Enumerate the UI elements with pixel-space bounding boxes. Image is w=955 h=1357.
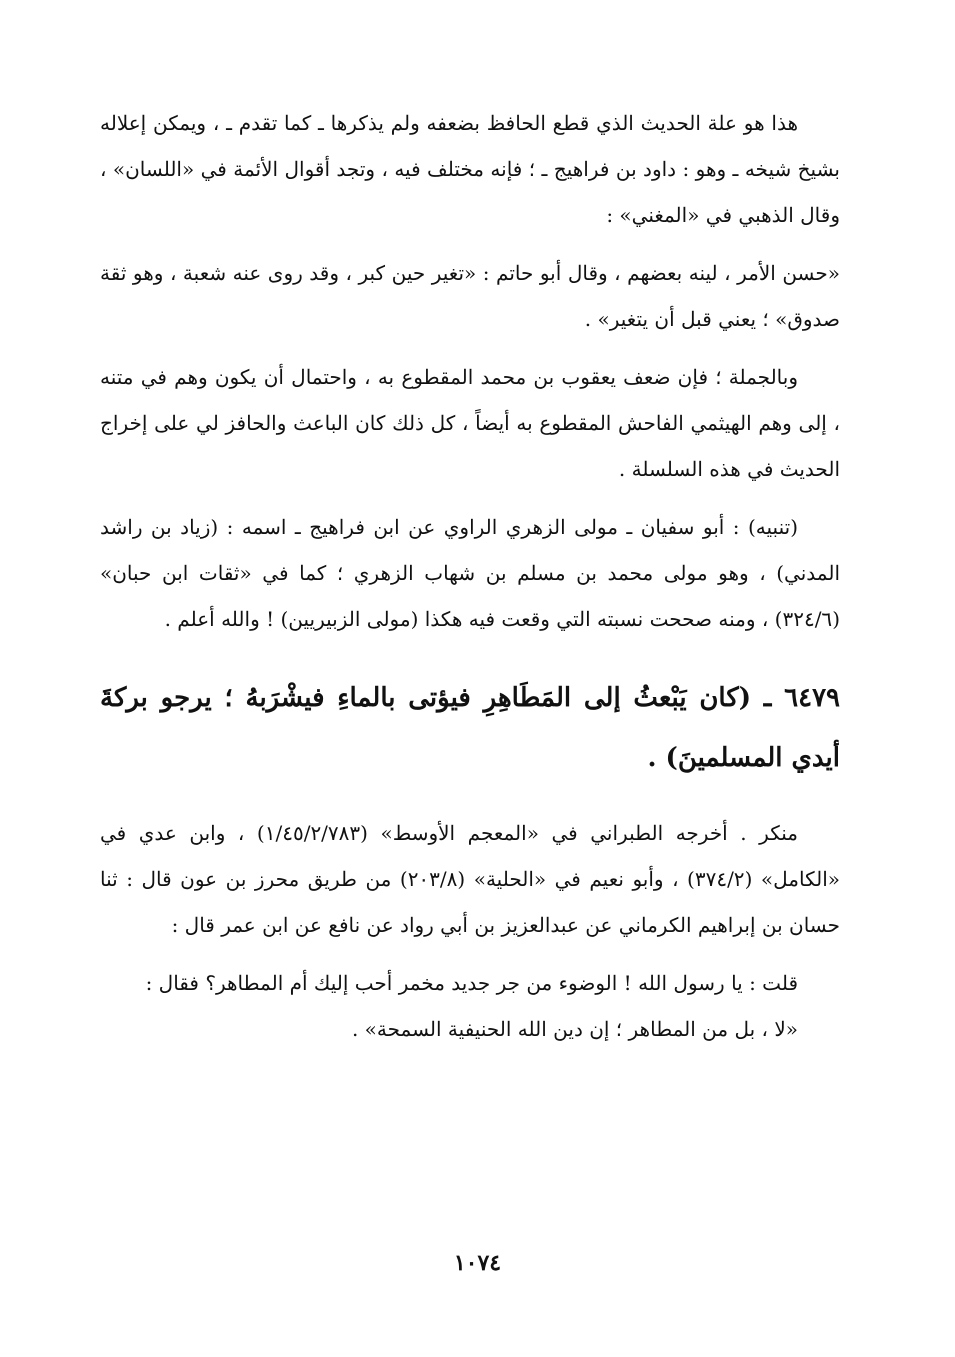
paragraph-question: قلت : يا رسول الله ! الوضوء من جر جديد مخمر أحب إليك أم المطاهر؟ فقال : (145, 971, 798, 995)
hadith-heading: ٦٤٧٩ ـ (كان يَبْعثُ إلى المَطَاهِرِ فيؤتى بالماءِ فيشْرَبهُ ؛ يرجو بركةَ أيدي المسلمينَ) . (100, 683, 840, 773)
paragraph-answer: «لا ، بل من المطاهر ؛ إن دين الله الحنيفية السمحة» . (351, 1017, 798, 1041)
paragraph-note: (تنبيه) : أبو سفيان ـ مولى الزهري الراوي عن ابن فراهيج ـ اسمه : (زياد بن راشد المدني) ، وهو مولى محمد بن مسلم بن شهاب الزهري ؛ كما في «ثقات ابن حبان» (٣٢٤/٦) ، ومنه صححت نسبته التي وقعت فيه هكذا (مولى الزبيريين) ! والله أعلم . (100, 515, 840, 631)
page-body (100, 100, 840, 1052)
paragraph-dhahabi-quote: «حسن الأمر ، لينه بعضهم ، وقال أبو حاتم : «تغير حين كبر ، وقد روى عنه شعبة ، وهو ثقة صدوق» ؛ يعني قبل أن يتغير» . (100, 261, 840, 331)
page-number: ١٠٧٤ (453, 1250, 502, 1276)
paragraph-conclusion: وبالجملة ؛ فإن ضعف يعقوب بن محمد المقطوع به ، واحتمال أن يكون وهم في متنه ، إلى وهم الهيثمي الفاحش المقطوع به أيضاً ، كل ذلك كان الباعث والحافز لي على إخراج الحديث في هذه السلسلة . (100, 365, 840, 481)
paragraph-illness: هذا هو علة الحديث الذي قطع الحافظ بضعفه ولم يذكرها ـ كما تقدم ـ ، ويمكن إعلاله بشيخ شيخه ـ وهو : داود بن فراهيج ـ ؛ فإنه مختلف فيه ، وتجد أقوال الأئمة في «اللسان» ، وقال الذهبي في «المغني» : (100, 111, 840, 227)
paragraph-takhrij: منكر . أخرجه الطبراني في «المعجم الأوسط» (١/٤٥/٢/٧٨٣) ، وابن عدي في «الكامل» (٣٧٤/٢) ، وأبو نعيم في «الحلية» (٢٠٣/٨) من طريق محرز بن عون قال : ثنا حسان بن إبراهيم الكرماني عن عبدالعزيز بن أبي رواد عن نافع عن ابن عمر قال : (100, 821, 840, 937)
